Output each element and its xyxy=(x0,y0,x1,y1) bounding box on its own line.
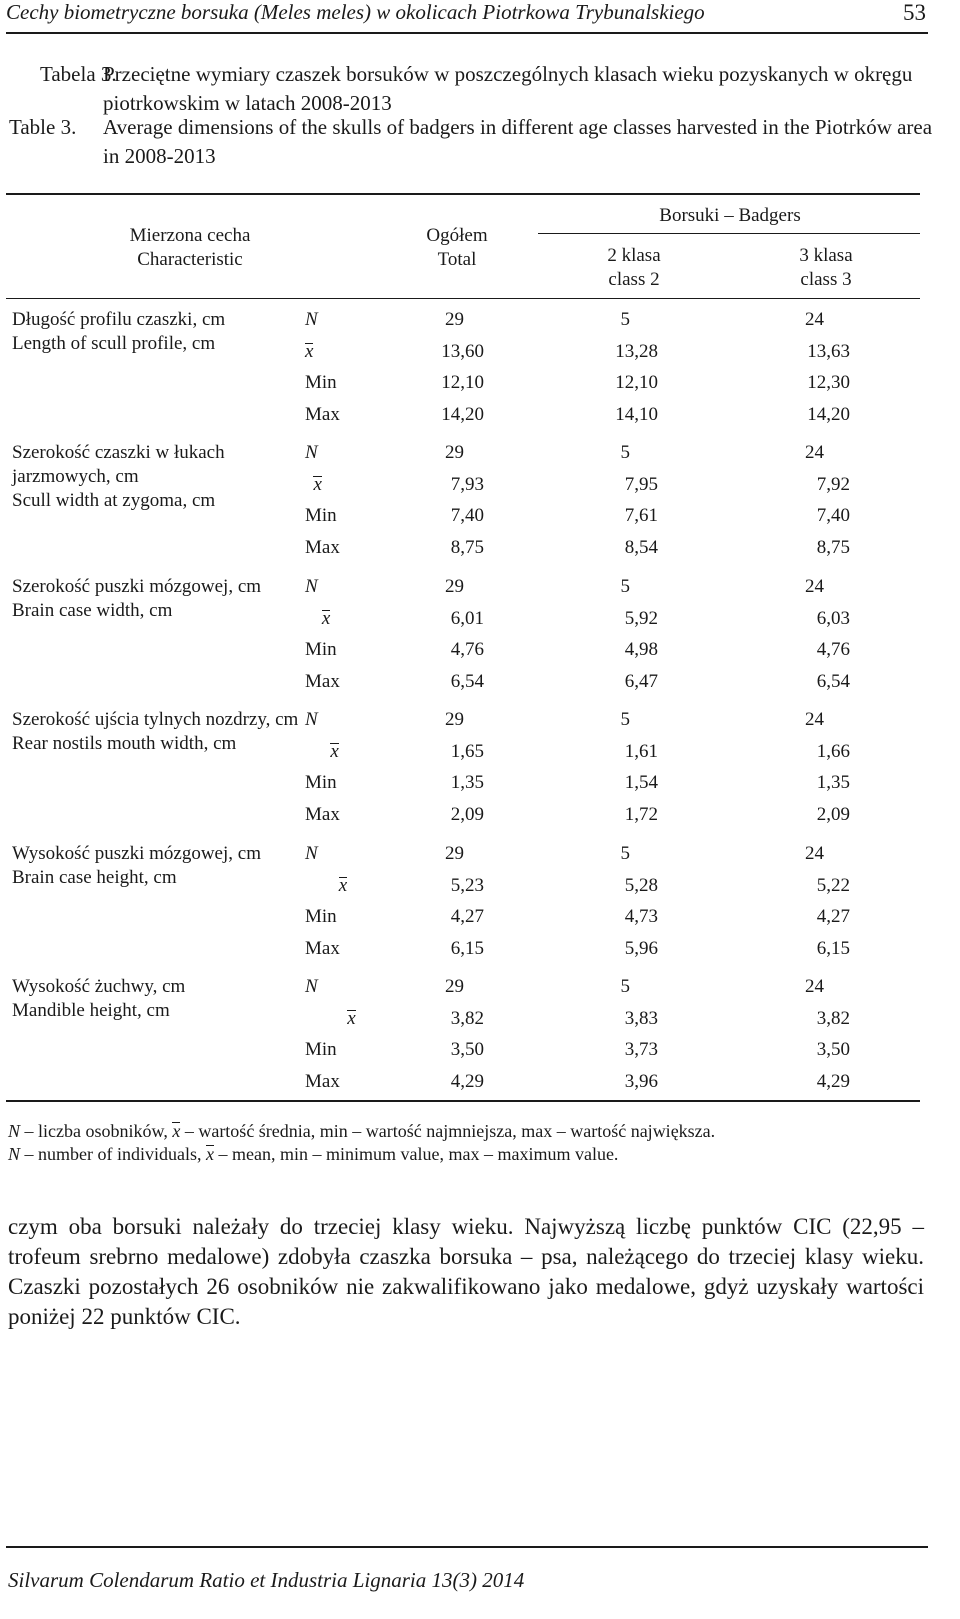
note-en-a: – number of individuals, xyxy=(20,1144,206,1164)
row-characteristic-pl: Szerokość czaszki w łukach jarzmowych, cm xyxy=(12,442,225,487)
cell-class2: 1,54 xyxy=(624,772,658,793)
table-header-rule xyxy=(6,298,920,299)
cell-class3: 13,63 xyxy=(807,340,850,362)
header-class2-pl: 2 klasa xyxy=(607,245,661,266)
stat-label: Min xyxy=(305,772,337,793)
cell-class3: 2,09 xyxy=(816,803,850,825)
page-number: 53 xyxy=(903,0,926,25)
stat-label: Max xyxy=(305,1070,340,1092)
cell-class3: 24 xyxy=(805,976,824,997)
row-characteristic-en: Scull width at zygoma, cm xyxy=(12,490,216,511)
cell-class3: 7,40 xyxy=(816,505,850,526)
cell-class3: 24 xyxy=(805,442,824,463)
cell-class2: 5 xyxy=(620,843,630,864)
header-total-en: Total xyxy=(437,249,477,270)
cell-class3: 24 xyxy=(805,843,824,864)
cell-total: 4,27 xyxy=(450,906,484,927)
cell-class2: 5 xyxy=(620,709,630,730)
cell-total: 14,20 xyxy=(441,403,484,425)
row-characteristic-en: Brain case width, cm xyxy=(12,600,173,621)
stat-label: Max xyxy=(305,937,340,959)
stat-label: x xyxy=(305,340,314,362)
row-characteristic-en: Length of scull profile, cm xyxy=(12,333,216,354)
table-bottom-rule xyxy=(6,1100,920,1102)
header-characteristic-pl: Mierzona cecha xyxy=(129,225,251,246)
cell-class3: 1,35 xyxy=(816,772,850,793)
cell-class2: 3,96 xyxy=(624,1070,658,1092)
stat-label: x xyxy=(338,874,348,896)
cell-class2: 12,10 xyxy=(615,372,658,393)
cell-total: 2,09 xyxy=(450,803,484,825)
note-pl-a: – liczba osobników, xyxy=(20,1121,173,1141)
cell-class2: 14,10 xyxy=(615,403,658,425)
header-total xyxy=(397,224,517,272)
cell-class2: 13,28 xyxy=(615,340,658,362)
cell-class3: 6,54 xyxy=(816,670,850,692)
header-class3-en: class 3 xyxy=(800,269,852,290)
footer-rule xyxy=(6,1546,928,1548)
cell-total: 1,35 xyxy=(450,772,484,793)
cell-total: 12,10 xyxy=(441,372,484,393)
cell-total: 13,60 xyxy=(441,340,484,362)
cell-class3: 24 xyxy=(805,309,824,330)
cell-class3: 14,20 xyxy=(807,403,850,425)
cell-class3: 6,03 xyxy=(816,607,850,629)
stat-label: Max xyxy=(305,670,340,692)
row-characteristic-pl: Długość profilu czaszki, cm xyxy=(12,309,226,330)
note-pl-b: – wartość średnia, min – wartość najmniejsza, max – wartość największa. xyxy=(180,1121,716,1141)
cell-total: 5,23 xyxy=(450,874,484,896)
stat-label: Min xyxy=(305,505,337,526)
header-class2 xyxy=(574,244,694,292)
row-characteristic xyxy=(12,441,302,513)
running-title: Cechy biometryczne borsuka (Meles meles) w okolicach Piotrkowa Trybunalskiego xyxy=(6,0,705,24)
cell-total: 29 xyxy=(445,843,464,864)
stat-label: Min xyxy=(305,906,337,927)
cell-total: 29 xyxy=(445,976,464,997)
caption-pl-label: Tabela 3. xyxy=(40,62,117,86)
header-badgers-group: Borsuki – Badgers xyxy=(659,205,801,226)
header-characteristic xyxy=(95,224,285,272)
row-characteristic xyxy=(12,708,302,756)
cell-class3: 7,92 xyxy=(816,473,850,495)
header-rule xyxy=(6,32,928,34)
stat-label: N xyxy=(305,976,318,997)
group-header-rule xyxy=(538,233,920,234)
cell-total: 4,76 xyxy=(450,639,484,660)
cell-class2: 5 xyxy=(620,576,630,597)
cell-class3: 3,82 xyxy=(816,1007,850,1029)
note-pl-n: N xyxy=(8,1121,21,1141)
row-characteristic-pl: Szerokość puszki mózgowej, cm xyxy=(12,576,262,597)
cell-total: 7,40 xyxy=(450,505,484,526)
journal-footer: Silvarum Colendarum Ratio et Industria Lignaria 13(3) 2014 xyxy=(8,1568,525,1592)
cell-class2: 5,96 xyxy=(624,937,658,959)
stat-label: Min xyxy=(305,1039,337,1060)
cell-total: 7,93 xyxy=(450,473,484,495)
cell-class2: 6,47 xyxy=(624,670,658,692)
cell-class2: 1,72 xyxy=(624,803,658,825)
header-characteristic-en: Characteristic xyxy=(137,249,243,270)
row-characteristic-en: Brain case height, cm xyxy=(12,867,177,888)
stat-label: Max xyxy=(305,403,340,425)
stat-label: x xyxy=(347,1007,356,1029)
table-note-pl xyxy=(8,1119,715,1143)
stat-label: N xyxy=(305,309,318,330)
cell-class2: 8,54 xyxy=(624,536,658,558)
row-characteristic-en: Mandible height, cm xyxy=(12,1000,170,1021)
stat-label: Max xyxy=(305,536,340,558)
header-class3-pl: 3 klasa xyxy=(799,245,853,266)
note-en-b: – mean, min – minimum value, max – maximum value. xyxy=(214,1144,619,1164)
row-characteristic-en: Rear nostils mouth width, cm xyxy=(12,733,237,754)
cell-class3: 5,22 xyxy=(816,874,850,896)
cell-class2: 4,73 xyxy=(624,906,658,927)
row-characteristic xyxy=(12,975,302,1023)
caption-en-text: Average dimensions of the skulls of badgers in different age classes harvested in the Piotrków area in 2008-2013 xyxy=(103,115,933,168)
caption-pl-text: Przeciętne wymiary czaszek borsuków w poszczególnych klasach wieku pozyskanych w okręgu piotrkowskim w latach 2008-2013 xyxy=(103,62,913,115)
table-note-en xyxy=(8,1142,618,1166)
cell-class3: 24 xyxy=(805,576,824,597)
cell-class3: 3,50 xyxy=(816,1039,850,1060)
stat-label: x xyxy=(313,473,322,495)
cell-class3: 1,66 xyxy=(816,740,850,762)
cell-class2: 5,28 xyxy=(624,874,658,896)
stat-label: Min xyxy=(305,639,337,660)
note-pl-x: x xyxy=(172,1121,181,1141)
cell-class2: 7,61 xyxy=(624,505,658,526)
header-class2-en: class 2 xyxy=(608,269,660,290)
cell-class2: 4,98 xyxy=(624,639,658,660)
stat-label: N xyxy=(305,442,318,463)
cell-total: 3,82 xyxy=(450,1007,484,1029)
cell-class2: 1,61 xyxy=(624,740,658,762)
cell-class2: 5 xyxy=(620,976,630,997)
cell-class3: 4,27 xyxy=(816,906,850,927)
cell-total: 3,50 xyxy=(450,1039,484,1060)
cell-class2: 5 xyxy=(620,442,630,463)
cell-total: 29 xyxy=(445,309,464,330)
cell-class3: 8,75 xyxy=(816,536,850,558)
cell-class2: 5,92 xyxy=(624,607,658,629)
stat-label: x xyxy=(330,740,339,762)
row-characteristic xyxy=(12,308,302,356)
row-characteristic xyxy=(12,842,302,890)
stat-label: x xyxy=(321,607,331,629)
cell-class2: 3,73 xyxy=(624,1039,658,1060)
cell-class3: 12,30 xyxy=(807,372,850,393)
stat-label: Min xyxy=(305,372,337,393)
stat-label: Max xyxy=(305,803,340,825)
cell-class2: 5 xyxy=(620,309,630,330)
header-total-pl: Ogółem xyxy=(426,225,488,246)
table-top-rule xyxy=(6,193,920,195)
stat-label: N xyxy=(305,709,318,730)
note-en-x: x xyxy=(206,1144,214,1164)
body-paragraph: czym oba borsuki należały do trzeciej klasy wieku. Najwyższą liczbę punktów CIC (22,95 – trofeum srebrno medalowe) zdobyła czaszka borsuka – psa, należącego do trzeciej klasy wieku. Czaszki pozostałych 26 osobników nie zakwalifikowano jako medalowe, gdyż uzyskały wartości poniżej 22 punktów CIC. xyxy=(8,1214,924,1329)
caption-en-label: Table 3. xyxy=(9,115,77,139)
cell-total: 8,75 xyxy=(450,536,484,558)
row-characteristic-pl: Wysokość żuchwy, cm xyxy=(12,976,186,997)
cell-total: 29 xyxy=(445,576,464,597)
cell-class3: 6,15 xyxy=(816,937,850,959)
row-characteristic-pl: Szerokość ujścia tylnych nozdrzy, cm xyxy=(12,709,299,730)
cell-class3: 4,29 xyxy=(816,1070,850,1092)
header-class3 xyxy=(766,244,886,292)
note-en-n: N xyxy=(8,1144,21,1164)
cell-total: 6,54 xyxy=(450,670,484,692)
stat-label: N xyxy=(305,843,318,864)
row-characteristic-pl: Wysokość puszki mózgowej, cm xyxy=(12,843,261,864)
cell-class2: 3,83 xyxy=(624,1007,658,1029)
cell-total: 4,29 xyxy=(450,1070,484,1092)
row-characteristic xyxy=(12,575,302,623)
cell-class3: 24 xyxy=(805,709,824,730)
stat-label: N xyxy=(305,576,318,597)
cell-total: 29 xyxy=(445,709,464,730)
cell-total: 6,15 xyxy=(450,937,484,959)
cell-total: 29 xyxy=(445,442,464,463)
cell-class3: 4,76 xyxy=(816,639,850,660)
cell-total: 1,65 xyxy=(450,740,484,762)
cell-total: 6,01 xyxy=(450,607,484,629)
cell-class2: 7,95 xyxy=(624,473,658,495)
